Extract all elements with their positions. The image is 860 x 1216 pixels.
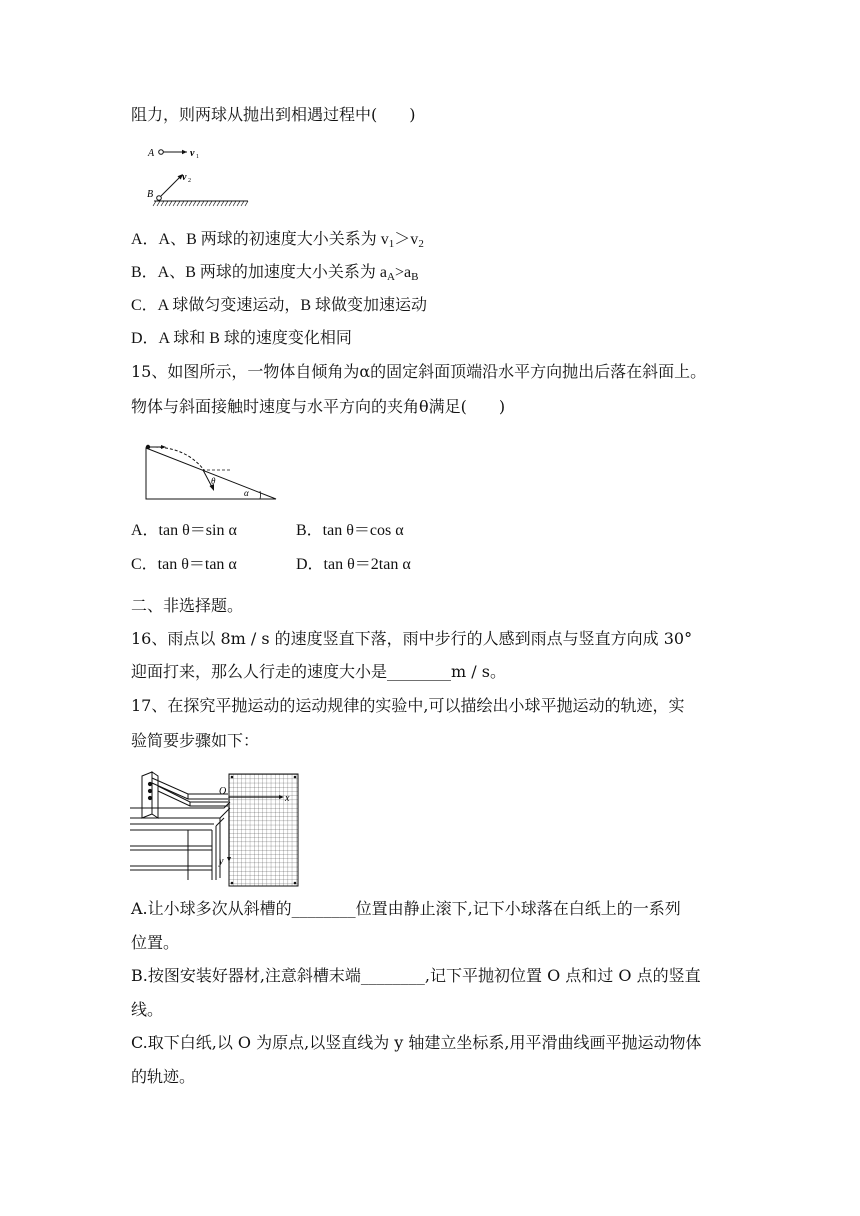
- arrow-v2: [161, 176, 181, 196]
- fig-label-v1: v: [190, 148, 195, 159]
- q15-stem-line2: 物体与斜面接触时速度与水平方向的夹角θ满足( ): [131, 397, 506, 416]
- label-o: O: [219, 786, 227, 797]
- q15-option-d: D．tan θ＝2tan α: [296, 556, 411, 573]
- projectile-start: [146, 445, 150, 449]
- label-theta: θ: [211, 476, 216, 486]
- q17-step-b-line1: B.按图安装好器材,注意斜槽末端________,记下平抛初位置 O 点和过 O 点的竖直: [131, 966, 701, 985]
- label-y: y: [219, 856, 224, 867]
- q14-figure: [140, 140, 250, 208]
- section-heading: 二、非选择题。: [131, 596, 244, 615]
- fig-label-v1-sub: 1: [196, 154, 199, 160]
- grid-board: [229, 774, 298, 886]
- q14-option-b: B．A、B 两球的加速度大小关系为 $a_A>a_B$: [131, 264, 419, 283]
- q17-line1: 17、在探究平抛运动的运动规律的实验中,可以描绘出小球平抛运动的轨迹，实: [131, 696, 685, 715]
- q14-option-d: D．A 球和 B 球的速度变化相同: [131, 330, 352, 347]
- fig-label-a: A: [148, 148, 155, 159]
- q14-option-c: C．A 球做匀变速运动，B 球做变加速运动: [131, 297, 428, 314]
- ball-a: [159, 150, 164, 155]
- q16-line1: 16、雨点以 8m / s 的速度竖直下落，雨中步行的人感到雨点与竖直方向成 30°: [131, 629, 693, 648]
- incline-triangle: [146, 448, 276, 499]
- label-alpha: α: [244, 488, 249, 498]
- q17-apparatus-figure: [128, 766, 306, 888]
- fig-label-v2: v: [182, 172, 187, 183]
- ground-hatch: [153, 201, 248, 206]
- fig-label-v2-sub: 2: [188, 178, 191, 184]
- q17-step-a-line2: 位置。: [131, 933, 180, 952]
- q16-line2: 迎面打来，那么人行走的速度大小是________m / s。: [131, 662, 506, 681]
- q17-step-c-line1: C.取下白纸,以 O 为原点,以竖直线为 y 轴建立坐标系,用平滑曲线画平抛运动物体: [131, 1033, 702, 1052]
- q17-step-a-line1: A.让小球多次从斜槽的________位置由静止滚下,记下小球落在白纸上的一系列: [131, 899, 681, 918]
- q17-step-b-line2: 线。: [131, 1000, 164, 1019]
- q14-option-a: A．A、B 两球的初速度大小关系为 $v_1>v_2$: [131, 231, 424, 250]
- trajectory-curve: [150, 447, 204, 470]
- q15-stem-line1: 15、如图所示，一物体自倾角为α的固定斜面顶端沿水平方向抛出后落在斜面上。: [131, 362, 707, 381]
- ball-b: [157, 196, 162, 201]
- chute-stand: [142, 772, 228, 818]
- q15-option-a: A．tan θ＝sin α: [131, 522, 237, 539]
- q14-stem-tail: 阻力，则两球从抛出到相遇过程中( ): [131, 105, 416, 124]
- q17-step-c-line2: 的轨迹。: [131, 1067, 196, 1086]
- q15-option-c: C．tan θ＝tan α: [131, 556, 237, 573]
- q15-option-b: B．tan θ＝cos α: [296, 522, 404, 539]
- fig-label-b: B: [147, 189, 154, 200]
- q17-line2: 验简要步骤如下：: [131, 731, 260, 750]
- alpha-arc: [260, 491, 261, 499]
- q15-incline-figure: [140, 440, 282, 504]
- label-x: x: [285, 793, 290, 804]
